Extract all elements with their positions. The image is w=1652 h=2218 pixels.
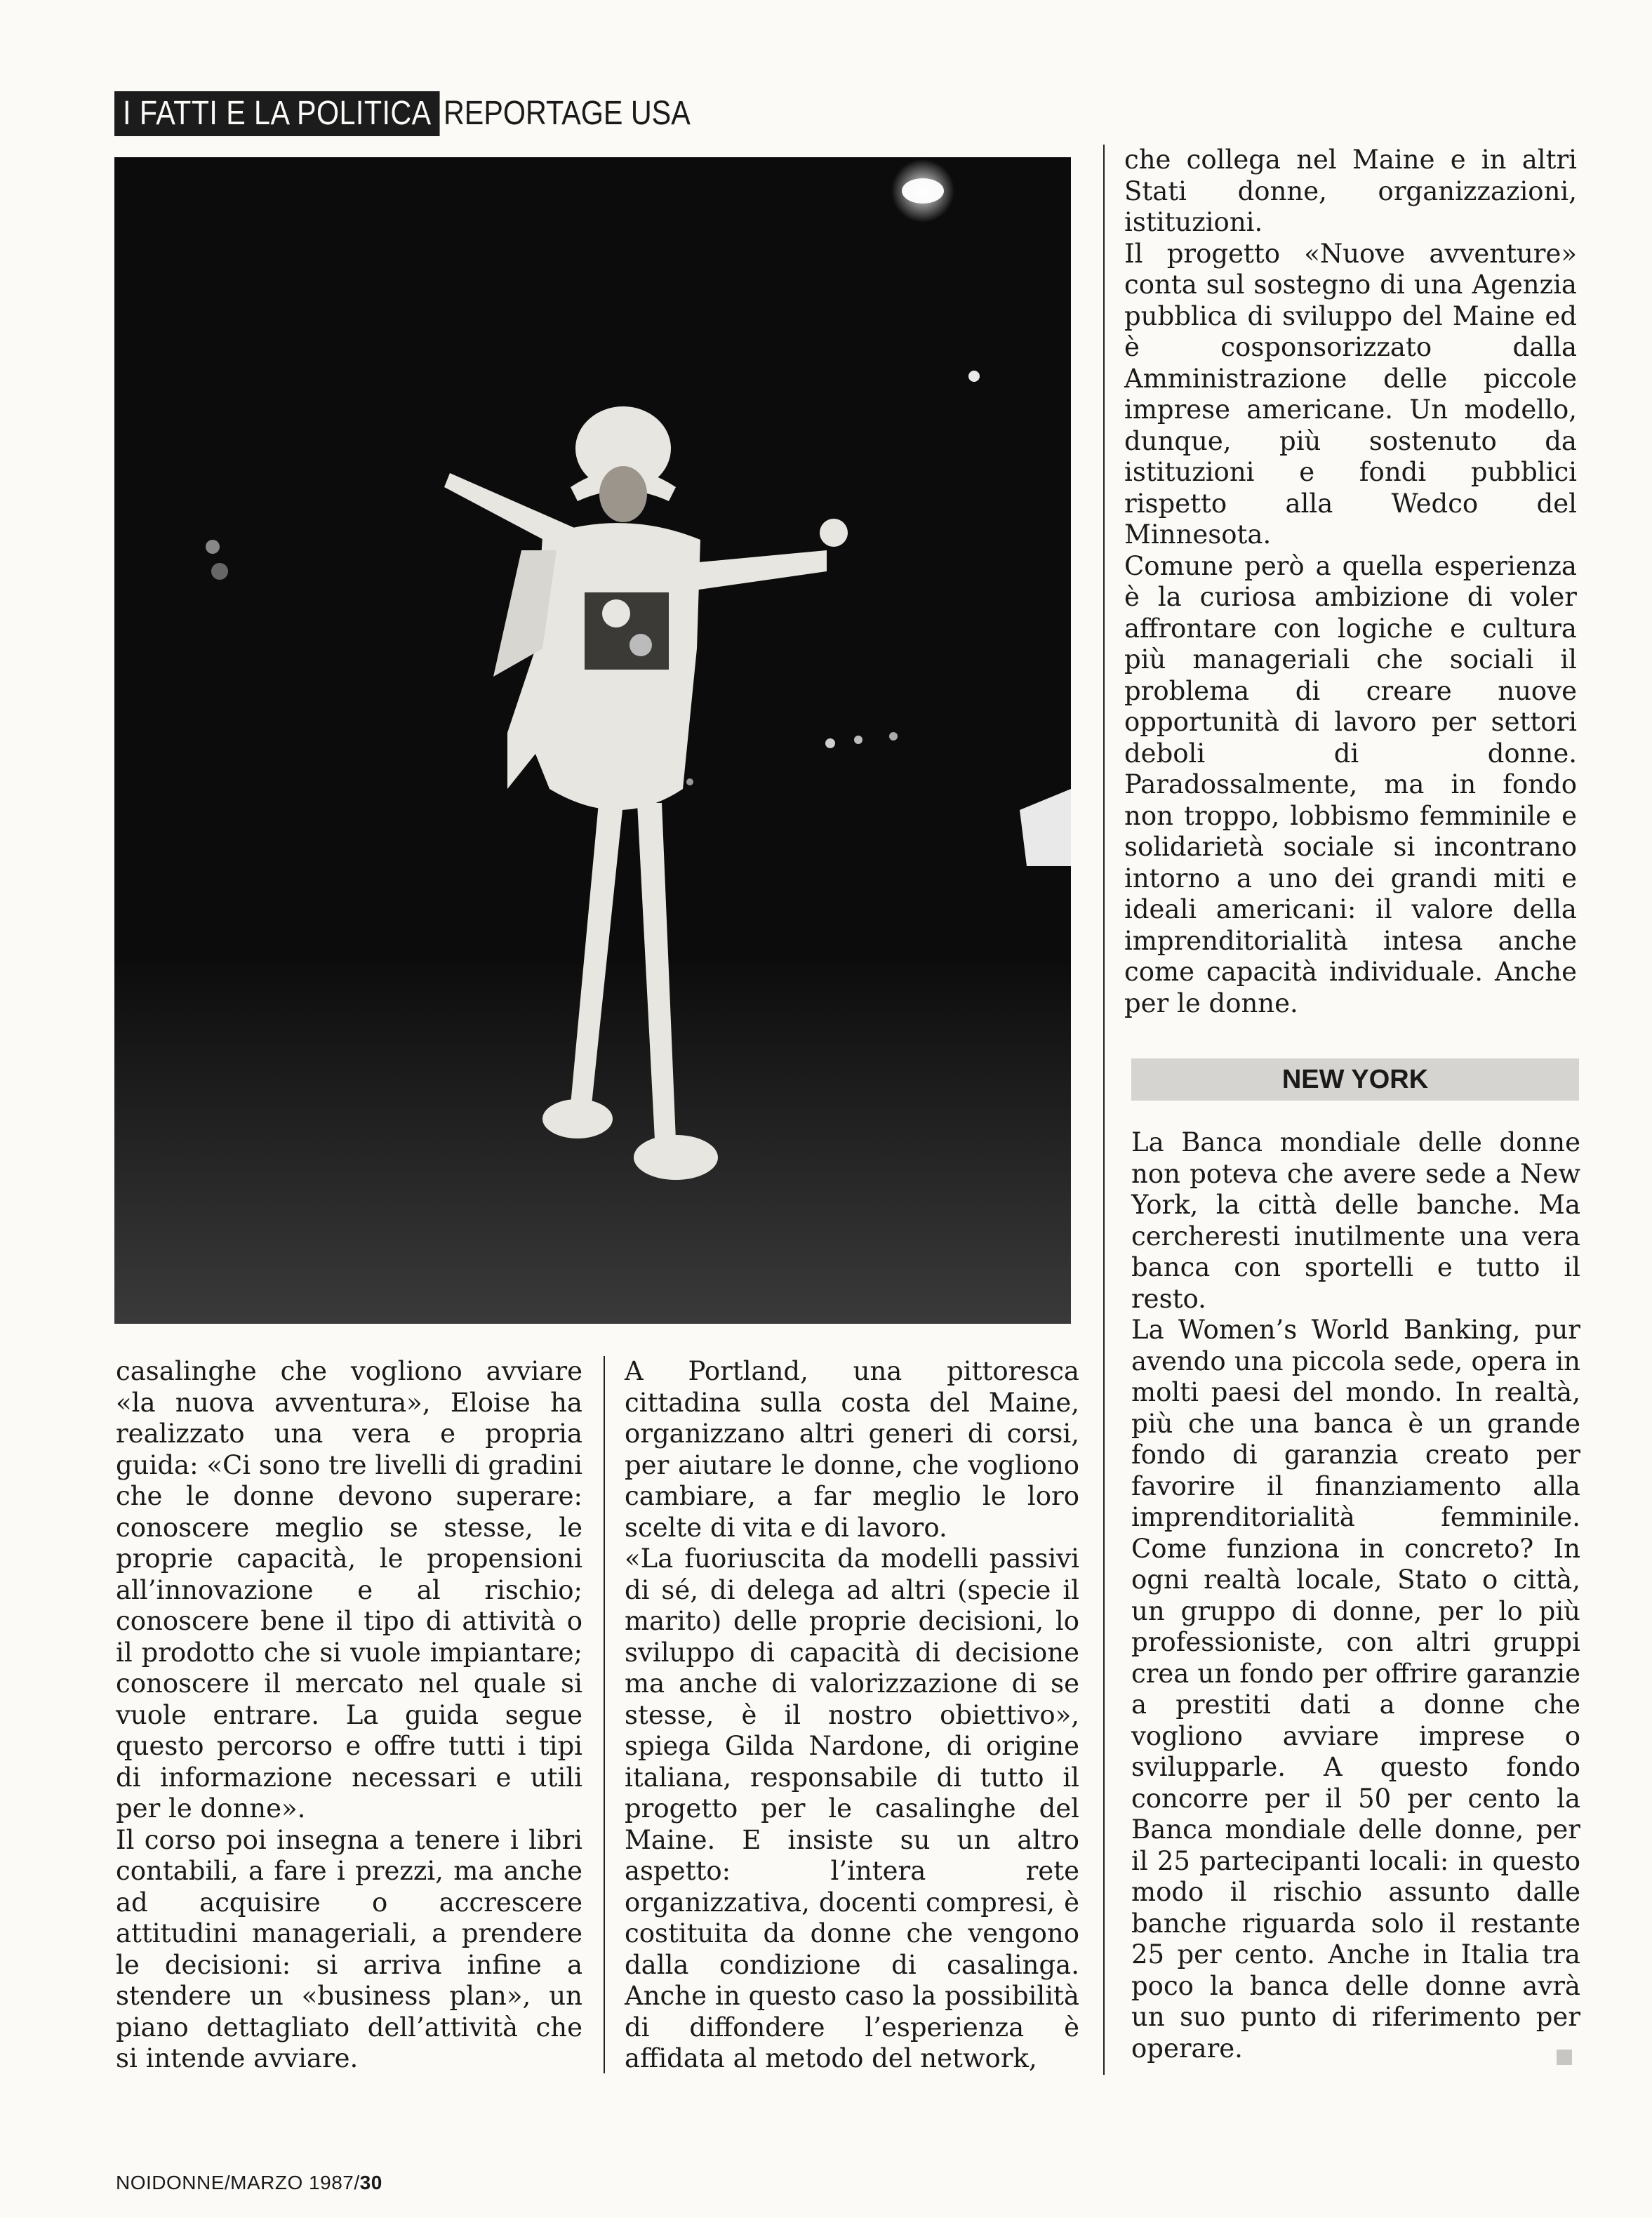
- article-column-1: [116, 1356, 582, 2075]
- section-header: [114, 91, 731, 136]
- article-column-2: [625, 1356, 1079, 2075]
- publication-name: NOIDONNE/MARZO 1987/: [116, 2172, 360, 2193]
- column-rule: [604, 1356, 605, 2073]
- sidebar-column: [1131, 1127, 1580, 2064]
- paragraph: A Portland, una pittoresca cittadina sulla costa del Maine, organizzano altri generi di corsi, per aiutare le donne, che vogliono cambiare, a far meglio le loro scelte di vita e di lavoro.: [625, 1356, 1079, 1543]
- article-photo: [114, 157, 1071, 1324]
- end-of-article-mark: [1557, 2050, 1572, 2065]
- article-column-3: [1124, 145, 1577, 1019]
- section-label: I FATTI E LA POLITICA: [114, 91, 440, 136]
- paragraph: La Women’s World Banking, pur avendo una piccola sede, opera in molti paesi del mondo. In realtà, più che una banca è un grande fondo di garanzia creato per favorire il finanziamento alla imprenditorialità femminile. Come funziona in concreto? In ogni realtà locale, Stato o città, un gruppo di donne, per lo più professioniste, con altri gruppi crea un fondo per offrire garanzie a prestiti dati a donne che vogliono avviare imprese o svilupparle. A questo fondo concorre per il 50 per cento la Banca mondiale delle donne, per il 25 partecipanti locali: in questo modo il rischio assunto dalle banche riguarda solo il restante 25 per cento. Anche in Italia tra poco la banca delle donne avrà un suo punto di riferimento per operare.: [1131, 1315, 1580, 2064]
- paragraph: La Banca mondiale delle donne non poteva che avere sede a New York, la città delle banche. Ma cercheresti inutilmente una vera banca con sportelli e tutto il resto.: [1131, 1127, 1580, 1314]
- paragraph: Comune però a quella esperienza è la curiosa ambizione di voler affrontare con logiche e cultura più manageriali che sociali il problema di creare nuove opportunità di lavoro per settori deboli di donne. Paradossalmente, ma in fondo non troppo, lobbismo femminile e solidarietà sociale si incontrano intorno a uno dei grandi miti e ideali americani: il valore della imprenditorialità intesa anche come capacità individuale. Anche per le donne.: [1124, 550, 1577, 1018]
- paragraph: Il corso poi insegna a tenere i libri contabili, a fare i prezzi, ma anche ad acquisire o accrescere attitudini manageriali, a prendere le decisioni: si arriva infine a stendere un «business plan», un piano dettagliato dell’attività che si intende avviare.: [116, 1824, 582, 2073]
- paragraph: «La fuoriuscita da modelli passivi di sé, di delega ad altri (specie il marito) delle proprie decisioni, lo sviluppo di capacità di decisione ma anche di valorizzazione di se stesse, è il nostro obiettivo», spiega Gilda Nardone, di origine italiana, responsabile di tutto il progetto per le casalinghe del Maine. E insiste su un altro aspetto: l’intera rete organizzativa, docenti compresi, è costituita da donne che vengono dalla condizione di casalinga. Anche in questo caso la possibilità di diffondere l’esperienza è affidata al metodo del network,: [625, 1543, 1079, 2073]
- subsection-label: REPORTAGE USA: [444, 95, 691, 132]
- photo-woman-hitchhiking-at-night-icon: [114, 157, 1071, 1324]
- column-rule: [1103, 145, 1105, 2075]
- paragraph: Il progetto «Nuove avventure» conta sul sostegno di una Agenzia pubblica di sviluppo del Maine ed è cosponsorizzato dalla Amministrazione delle piccole imprese americane. Un modello, dunque, più sostenuto da istituzioni e fondi pubblici rispetto alla Wedco del Minnesota.: [1124, 238, 1577, 550]
- sidebar-heading: NEW YORK: [1131, 1058, 1579, 1101]
- page-number: 30: [359, 2172, 382, 2193]
- paragraph: casalinghe che vogliono avviare «la nuova avventura», Eloise ha realizzato una vera e propria guida: «Ci sono tre livelli di gradini che le donne devono superare: conoscere meglio se stesse, le proprie capacità, le propensioni all’innovazione e al rischio; conoscere bene il tipo di attività o il prodotto che si vuole impiantare; conoscere il mercato nel quale si vuole entrare. La guida segue questo percorso e offre tutti i tipi di informazione necessari e utili per le donne».: [116, 1356, 582, 1824]
- paragraph: che collega nel Maine e in altri Stati donne, organizzazioni, istituzioni.: [1124, 145, 1577, 237]
- page-footer: [116, 2172, 382, 2194]
